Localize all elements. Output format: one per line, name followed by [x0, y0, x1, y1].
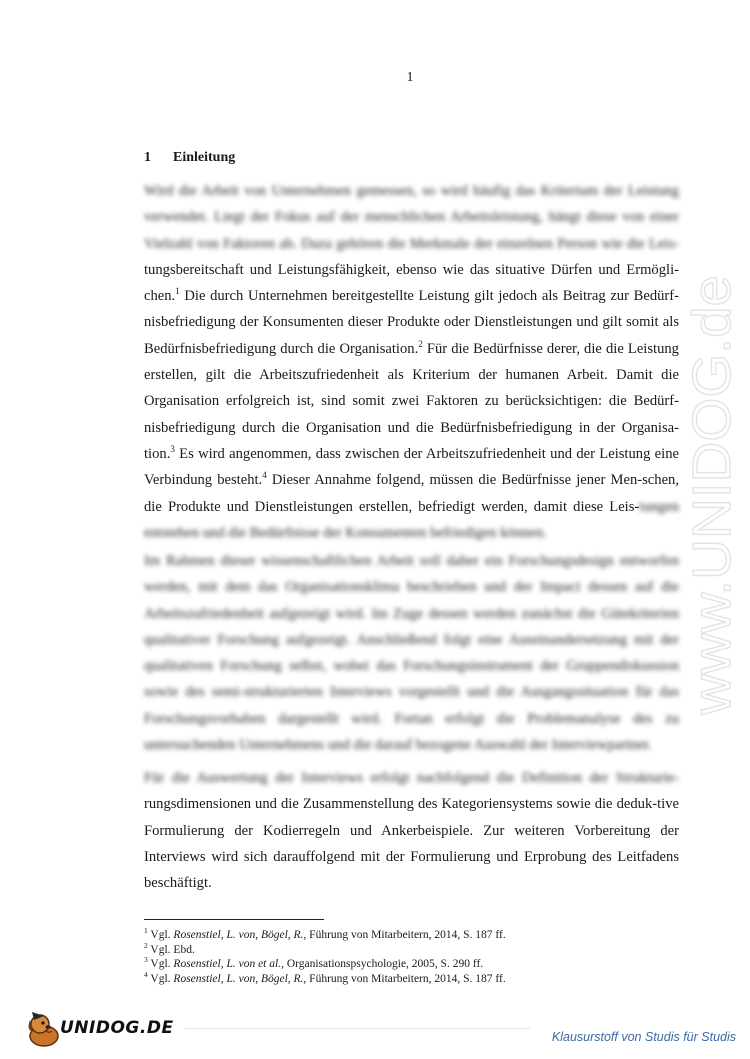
footnote-source: , Führung von Mitarbeitern, 2014, S. 187 ff. [303, 972, 506, 985]
footnote-number: 4 [144, 969, 148, 979]
footnotes [144, 928, 684, 986]
section-heading [144, 150, 235, 166]
watermark [648, 270, 750, 720]
footnote-prefix: Vgl. [147, 972, 174, 985]
footer-divider [185, 1028, 530, 1029]
footnote-item [144, 940, 684, 958]
paragraph-introduction [144, 178, 679, 546]
body-text: Die durch Unternehmen bereitgestellte Leistung gilt jedoch als Beitrag zur Bedürf-nisbefriedigung der Konsumenten dieser Produkte oder Dienstleistungen und gilt somit als Bedürfnisbefriedigung durch die Organisation. [144, 288, 679, 357]
body-text: Dieser Annahme folgend, müssen die Bedürfnisse jener Men-schen, die Produkte und Dienstleistungen erstellen, befriedigt werden, damit diese Leis- [144, 472, 679, 515]
body-text: Für die Bedürfnisse derer, die die Leistung erstellen, gilt die Arbeitszufriedenheit als Kriterium der humanen Arbeit. Damit die Organisation erfolgreich ist, sind somit zwei Faktoren zu berücksichtigen: die Bedürf-nisbefriedigung durch die Organisation und die Bedürfnisbefriedigung in der Organisa-tion. [144, 340, 679, 462]
footnote-number: 3 [144, 955, 148, 965]
footnote-number: 1 [144, 926, 148, 936]
footnote-ref[interactable]: 1 [175, 286, 180, 297]
blurred-text: Vielzahl von Faktoren ab. Dazu gehören die Merkmale der einzelnen Person wie die Leis- [144, 235, 679, 252]
footnote-item [144, 957, 684, 972]
footnote-authors: Rosenstiel, L. von, Bögel, R. [173, 929, 304, 941]
footnote-source: , Organisationspsychologie, 2005, S. 290 ff. [281, 958, 484, 970]
blurred-text: tungen entstehen und die Bedürfnisse der Konsumenten befriedigen können. [144, 498, 679, 541]
paragraph-evaluation [144, 765, 679, 896]
heading-number: 1 [144, 150, 151, 165]
footnote-ref[interactable]: 4 [262, 470, 267, 481]
footnote-ref[interactable]: 2 [418, 338, 423, 349]
tagline: Klausurstoff von Studis für Studis [551, 1030, 736, 1044]
body-text: tungsbereitschaft und Leistungsfähigkeit, ebenso wie das situative Dürfen und Ermögli-chen. [144, 261, 679, 305]
footnote-item [144, 969, 684, 987]
footnote-source: , Führung von Mitarbeitern, 2014, S. 187 ff. [303, 929, 506, 941]
watermark-text: www.UNIDOG.de [682, 294, 742, 715]
footnote-authors: Rosenstiel, L. von, Bögel, R. [173, 972, 304, 985]
heading-title: Einleitung [173, 150, 236, 165]
footnote-divider [144, 919, 324, 920]
body-text: rungsdimensionen und die Zusammenstellung des Kategoriensystems sowie die deduk-tive Formulierung der Kodierregeln und Ankerbeispiele. Zur weiteren Vorbereitung der Interviews wird sich darauffolgend mit der Formulierung und Erprobung des Leitfadens beschäftigt. [144, 796, 679, 892]
footnote-item [144, 928, 684, 943]
footnote-ref[interactable]: 3 [170, 444, 175, 455]
footnote-number: 2 [144, 940, 148, 950]
blurred-text: Wird die Arbeit von Unternehmen gemessen, so wird häufig das Kriterium der Leistung [144, 183, 679, 199]
footnote-prefix: Vgl. [147, 958, 174, 970]
blurred-text: verwendet. Liegt der Fokus auf der menschlichen Arbeitsleistung, hängt diese von einer [144, 209, 679, 226]
page-number: 1 [406, 70, 414, 85]
footnote-authors: Rosenstiel, L. von et al. [173, 958, 282, 970]
footnote-prefix: Vgl. Ebd. [147, 943, 195, 956]
blurred-text: Für die Auswertung der Interviews erfolgt nachfolgend die Definition der Strukturie- [144, 770, 679, 786]
logo-text[interactable]: UNIDOG.DE [60, 1018, 174, 1038]
body-text: Es wird angenommen, dass zwischen der Arbeitszufriedenheit und der Leistung eine Verbindung besteht. [144, 445, 679, 489]
footnote-prefix: Vgl. [147, 929, 174, 941]
paragraph-research-design: Im Rahmen dieser wissenschaftlichen Arbeit soll daher ein Forschungsdesign entworfen werden, mit dem das Organisationsklima beschrieben und der Impact dessen auf die Arbeitszufriedenheit aufgezeigt wird. Im Zuge dessen werden zunächst die Gütekriterien qualitativer Forschung aufgezeigt. Anschließend folgt eine Auseinandersetzung mit der qualitativen Forschung selbst, wobei das Forschungsinstrument der Gruppendiskussion sowie des semi-strukturierten Interviews vorgestellt und die Ausgangssituation für das Forschungsvorhaben dargestellt wird. Fortan erfolgt die Problemanalyse des zu untersuchenden Unternehmens und die darauf bezogene Auswahl der Interviewpartner. [144, 553, 679, 754]
